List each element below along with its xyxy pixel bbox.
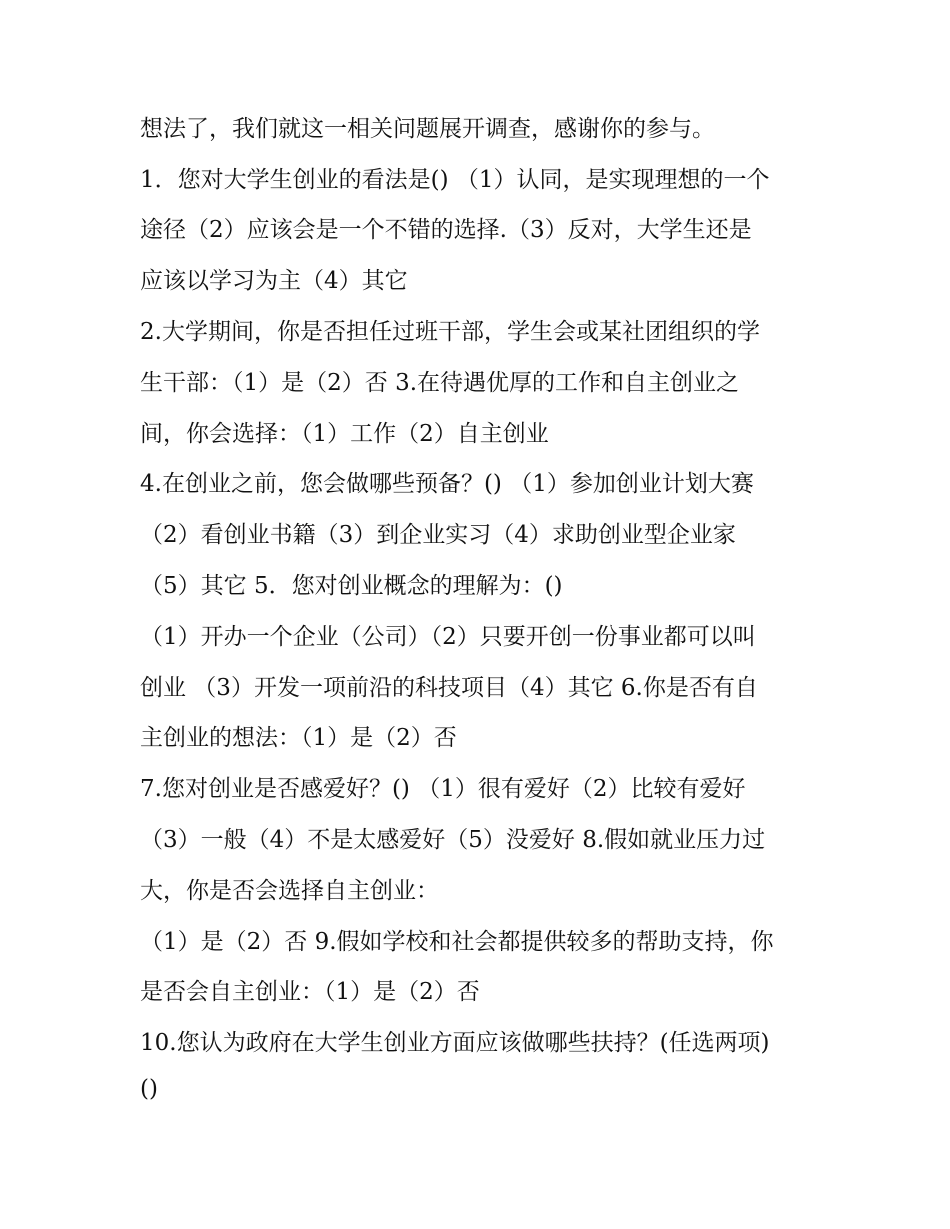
text-line: 创业 （3）开发一项前沿的科技项目（4）其它 6.你是否有自	[140, 675, 758, 701]
text-line: 主创业的想法：（1）是（2）否	[140, 725, 457, 751]
text-line: 是否会自主创业：（1）是（2）否	[140, 979, 480, 1005]
text-line: 途径（2）应该会是一个不错的选择.（3）反对，大学生还是	[140, 217, 752, 243]
text-line: （3）一般（4）不是太感爱好（5）没爱好 8.假如就业压力过	[140, 827, 766, 853]
text-line: 2.大学期间，你是否担任过班干部，学生会或某社团组织的学	[140, 319, 760, 345]
text-line: 应该以学习为主（4）其它	[140, 268, 408, 294]
text-line: （2）看创业书籍（3）到企业实习（4）求助创业型企业家	[140, 522, 736, 548]
text-line: ()	[140, 1076, 158, 1102]
text-line: 生干部：（1）是（2）否 3.在待遇优厚的工作和自主创业之	[140, 370, 740, 396]
text-line: 间，你会选择：（1）工作（2）自主创业	[140, 421, 549, 447]
text-line: 大，你是否会选择自主创业：	[140, 878, 439, 904]
text-line: （5）其它 5．您对创业概念的理解为：()	[140, 573, 563, 599]
text-line: 1．您对大学生创业的看法是() （1）认同，是实现理想的一个	[140, 167, 770, 193]
text-line: 10.您认为政府在大学生创业方面应该做哪些扶持？(任选两项)	[140, 1030, 770, 1056]
text-line: 4.在创业之前，您会做哪些预备？() （1）参加创业计划大赛	[140, 471, 754, 497]
text-line: 想法了，我们就这一相关问题展开调查，感谢你的参与。	[140, 116, 715, 142]
text-line: 7.您对创业是否感爱好？() （1）很有爱好（2）比较有爱好	[140, 776, 746, 802]
text-line: （1）是（2）否 9.假如学校和社会都提供较多的帮助支持，你	[140, 929, 774, 955]
text-line: （1）开办一个企业（公司）（2）只要开创一份事业都可以叫	[140, 624, 756, 650]
